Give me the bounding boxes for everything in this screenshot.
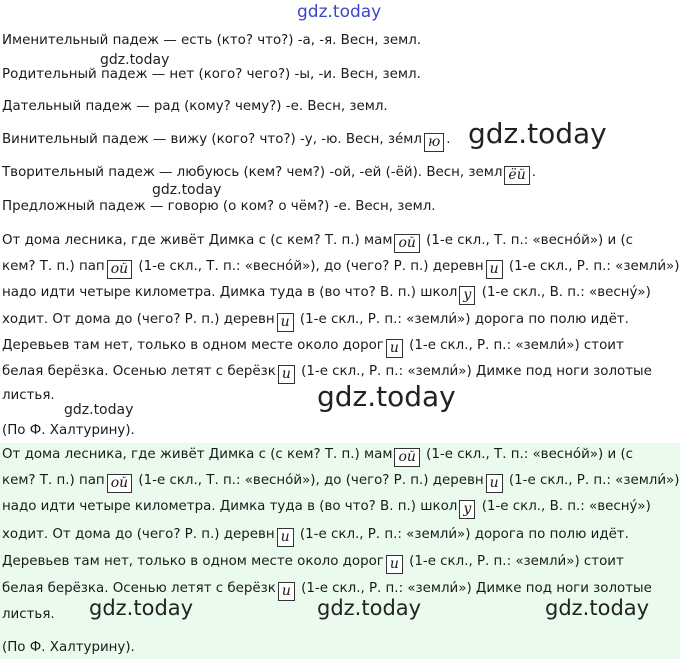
- watermark: gdz.today: [89, 596, 194, 620]
- text-line: ходит. От дома до (чего? Р. п.) деревн и (1-е скл., Р. п.: «земли́») дорога по полю идёт.: [2, 312, 629, 330]
- text-line: (По Ф. Халтурину).: [2, 640, 135, 655]
- case-line-genitive: Родительный падеж — нет (кого? чего?) -ы, -и. Весн, земл.: [2, 67, 421, 82]
- ending-box: и: [278, 582, 295, 601]
- watermark: gdz.today: [317, 380, 456, 413]
- text-line: листья.: [2, 607, 55, 622]
- ending-box: и: [386, 339, 403, 358]
- ending-box: ёй: [504, 166, 529, 185]
- ending-box: и: [277, 313, 294, 332]
- text-line: белая берёзка. Осенью летят с берёзк и (1-е скл., Р. п.: «земли́») Димке под ноги золотые: [2, 581, 652, 599]
- ending-box: ой: [394, 234, 419, 253]
- watermark: gdz.today: [100, 52, 170, 68]
- text-line: надо идти четыре километра. Димка туда в (во что? В. п.) школ у (1-е скл., В. п.: «весну́»): [2, 285, 651, 303]
- ending-box: у: [459, 500, 475, 519]
- text-line: надо идти четыре километра. Димка туда в (во что? В. п.) школ у (1-е скл., В. п.: «весну́»): [2, 499, 651, 517]
- text-line: кем? Т. п.) пап ой (1-е скл., Т. п.: «весно́й»), до (чего? Р. п.) деревн и (1-е скл., Р. п.: «земли́»): [2, 259, 680, 277]
- watermark: gdz.today: [297, 2, 382, 22]
- text-line: (По Ф. Халтурину).: [2, 423, 135, 438]
- ending-box: ой: [107, 260, 132, 279]
- text-line: белая берёзка. Осенью летят с берёзк и (1-е скл., Р. п.: «земли́») Димке под ноги золотые: [2, 364, 652, 382]
- text-line: кем? Т. п.) пап ой (1-е скл., Т. п.: «весно́й»), до (чего? Р. п.) деревн и (1-е скл., Р. п.: «земли́»): [2, 473, 680, 491]
- watermark: gdz.today: [317, 596, 422, 620]
- ending-box: ой: [107, 474, 132, 493]
- text-line: листья.: [2, 388, 55, 403]
- text-line: ходит. От дома до (чего? Р. п.) деревн и (1-е скл., Р. п.: «земли́») дорога по полю идёт.: [2, 527, 629, 545]
- text-line: Деревьев там нет, только в одном месте около дорог и (1-е скл., Р. п.: «земли́») стоит: [2, 554, 624, 572]
- watermark: gdz.today: [468, 117, 607, 150]
- text-line: Деревьев там нет, только в одном месте около дорог и (1-е скл., Р. п.: «земли́») стоит: [2, 338, 624, 356]
- ending-box: и: [486, 260, 503, 279]
- watermark: gdz.today: [545, 596, 650, 620]
- ending-box: и: [386, 555, 403, 574]
- case-line-prepositional: Предложный падеж — говорю (о ком? о чём?) -е. Весн, земл.: [2, 199, 436, 214]
- case-line-accusative: Винительный падеж — вижу (кого? что?) -у, -ю. Весн, зе́мл ю .: [2, 132, 451, 150]
- ending-box: и: [277, 528, 294, 547]
- ending-box: ю: [424, 133, 444, 152]
- ending-box: и: [278, 365, 295, 384]
- text-line: От дома лесника, где живёт Димка с (с кем? Т. п.) мам ой (1-е скл., Т. п.: «весно́й») и (с: [2, 233, 634, 251]
- case-line-nominative: Именительный падеж — есть (кто? что?) -а, -я. Весн, земл.: [2, 33, 422, 48]
- watermark: gdz.today: [64, 402, 134, 418]
- watermark: gdz.today: [152, 182, 222, 198]
- ending-box: и: [486, 474, 503, 493]
- text-line: От дома лесника, где живёт Димка с (с кем? Т. п.) мам ой (1-е скл., Т. п.: «весно́й») и (с: [2, 447, 634, 465]
- ending-box: ой: [394, 448, 419, 467]
- ending-box: у: [459, 286, 475, 305]
- case-line-instrumental: Творительный падеж — любуюсь (кем? чем?) -ой, -ей (-ёй). Весн, земл ёй .: [2, 165, 536, 183]
- case-line-dative: Дательный падеж — рад (кому? чему?) -е. Весн, земл.: [2, 99, 388, 114]
